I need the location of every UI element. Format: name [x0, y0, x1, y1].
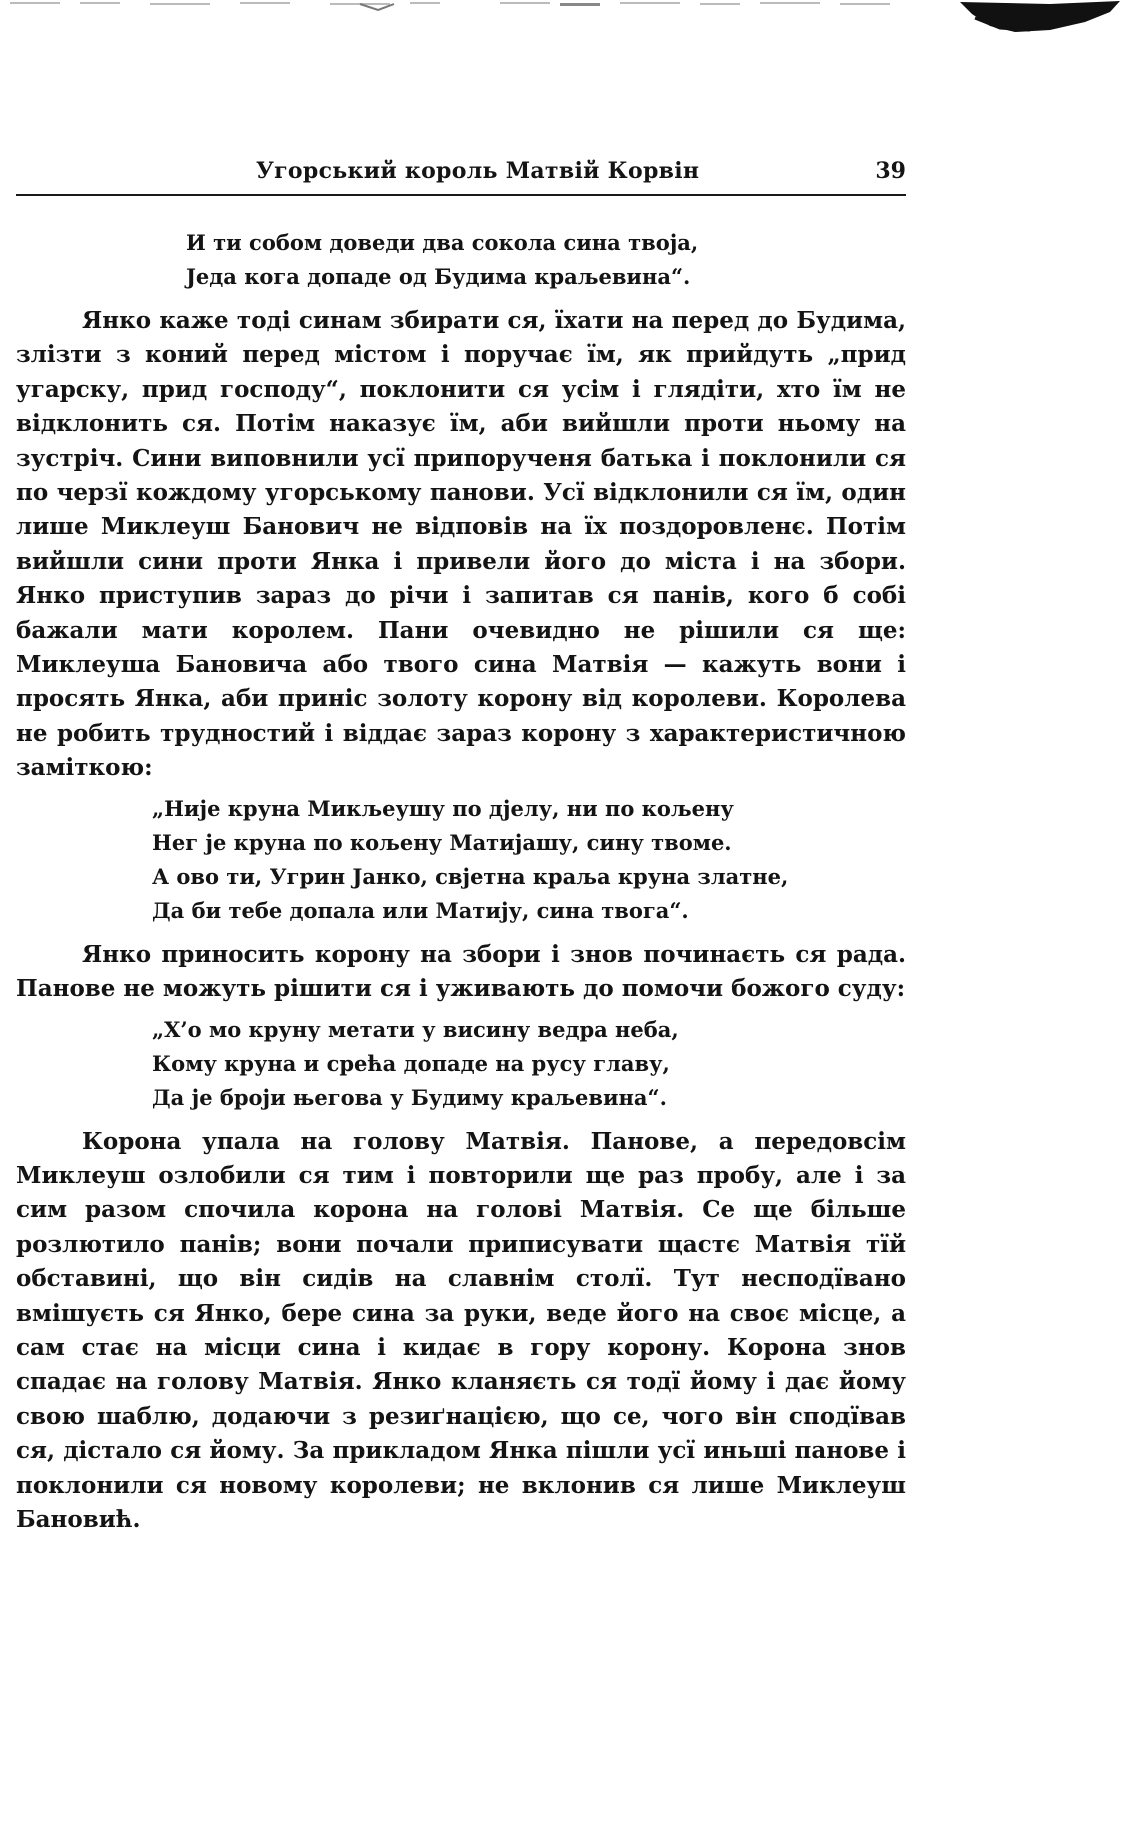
page-content	[16, 226, 906, 1537]
verse-line: Једа кога допаде од Будима краљевина“.	[186, 264, 691, 289]
verse-line: И ти собом доведи два сокола сина твоја,	[186, 230, 699, 255]
verse-quote-3	[152, 1013, 906, 1115]
verse-quote-1	[186, 226, 906, 294]
verse-line: А ово ти, Угрин Јанко, свјетна краља круна златне,	[152, 863, 789, 889]
book-page	[16, 0, 906, 1830]
verse-line: Да би тебе допала или Матију, сина твога“.	[152, 897, 689, 923]
page-number: 39	[875, 158, 906, 184]
verse-line: Да је броји његова у Будиму краљевина“.	[152, 1084, 667, 1110]
verse-line: „Х’о мо круну метати у висину ведра неба,	[152, 1016, 679, 1042]
verse-quote-2	[152, 792, 906, 928]
verse-line: Кому круна и срећа допаде на русу главу,	[152, 1050, 670, 1076]
verse-line: „Није круна Микљеушу по дјелу, ни по кољену	[152, 795, 734, 821]
paragraph-2: Янко приносить корону на збори і знов починаєть ся рада. Панове не можуть рішити ся і уживають до помочи божого суду:	[16, 940, 906, 1003]
verse-line: Нег је круна по кољену Матијашу, сину твоме.	[152, 829, 732, 855]
paragraph-1: Янко каже тоді синам збирати ся, їхати на перед до Будима, злізти з коний перед містом і поручає їм, як прийдуть „прид угарску, прид господу“, поклонити ся усім і глядіти, хто їм не відклонить ся. Потім наказує їм, аби вийшли проти ньому на зустріч. Сини виповнили усї припорученя батька і поклонили ся по черзї кождому угорському панови. Усї відклонили ся їм, один лише Миклеуш Банович не відповів на їх поздоровленє. Потім вийшли сини проти Янка і привели його до міста і на збори. Янко приступив зараз до річи і запитав ся панів, кого б собі бажали мати королем. Пани очевидно не рішили ся ще: Миклеуша Бановича або твого сина Матвія — кажуть вони і просять Янка, аби приніс золоту корону від королеви. Королева не робить трудностий і віддає зараз корону з характеристичною заміткою:	[16, 307, 906, 782]
paragraph-3: Корона упала на голову Матвія. Панове, а передовсім Миклеуш озлобили ся тим і повторили ще раз пробу, але і за сим разом спочила корона на голові Матвія. Се ще більше розлютило панів; вони почали приписувати щастє Матвія тїй обставині, що він сидів на славнім столї. Тут несподїванo вмішуєть ся Янко, бере сина за руки, веде його на своє місце, а сам стає на місци сина і кидає в гору корону. Корона знов спадає на голову Матвія. Янко кланяєть ся тодї йому і дає йому свою шаблю, додаючи з резиґнацією, що се, чого він сподївав ся, дістало ся йому. За прикладом Янка пішли усї иньші панове і поклонили ся новому королеви; не вклонив ся лише Миклеуш Бановић.	[16, 1127, 906, 1533]
page-header	[16, 158, 906, 196]
running-title: Угорський король Матвій Корвін	[256, 158, 700, 184]
